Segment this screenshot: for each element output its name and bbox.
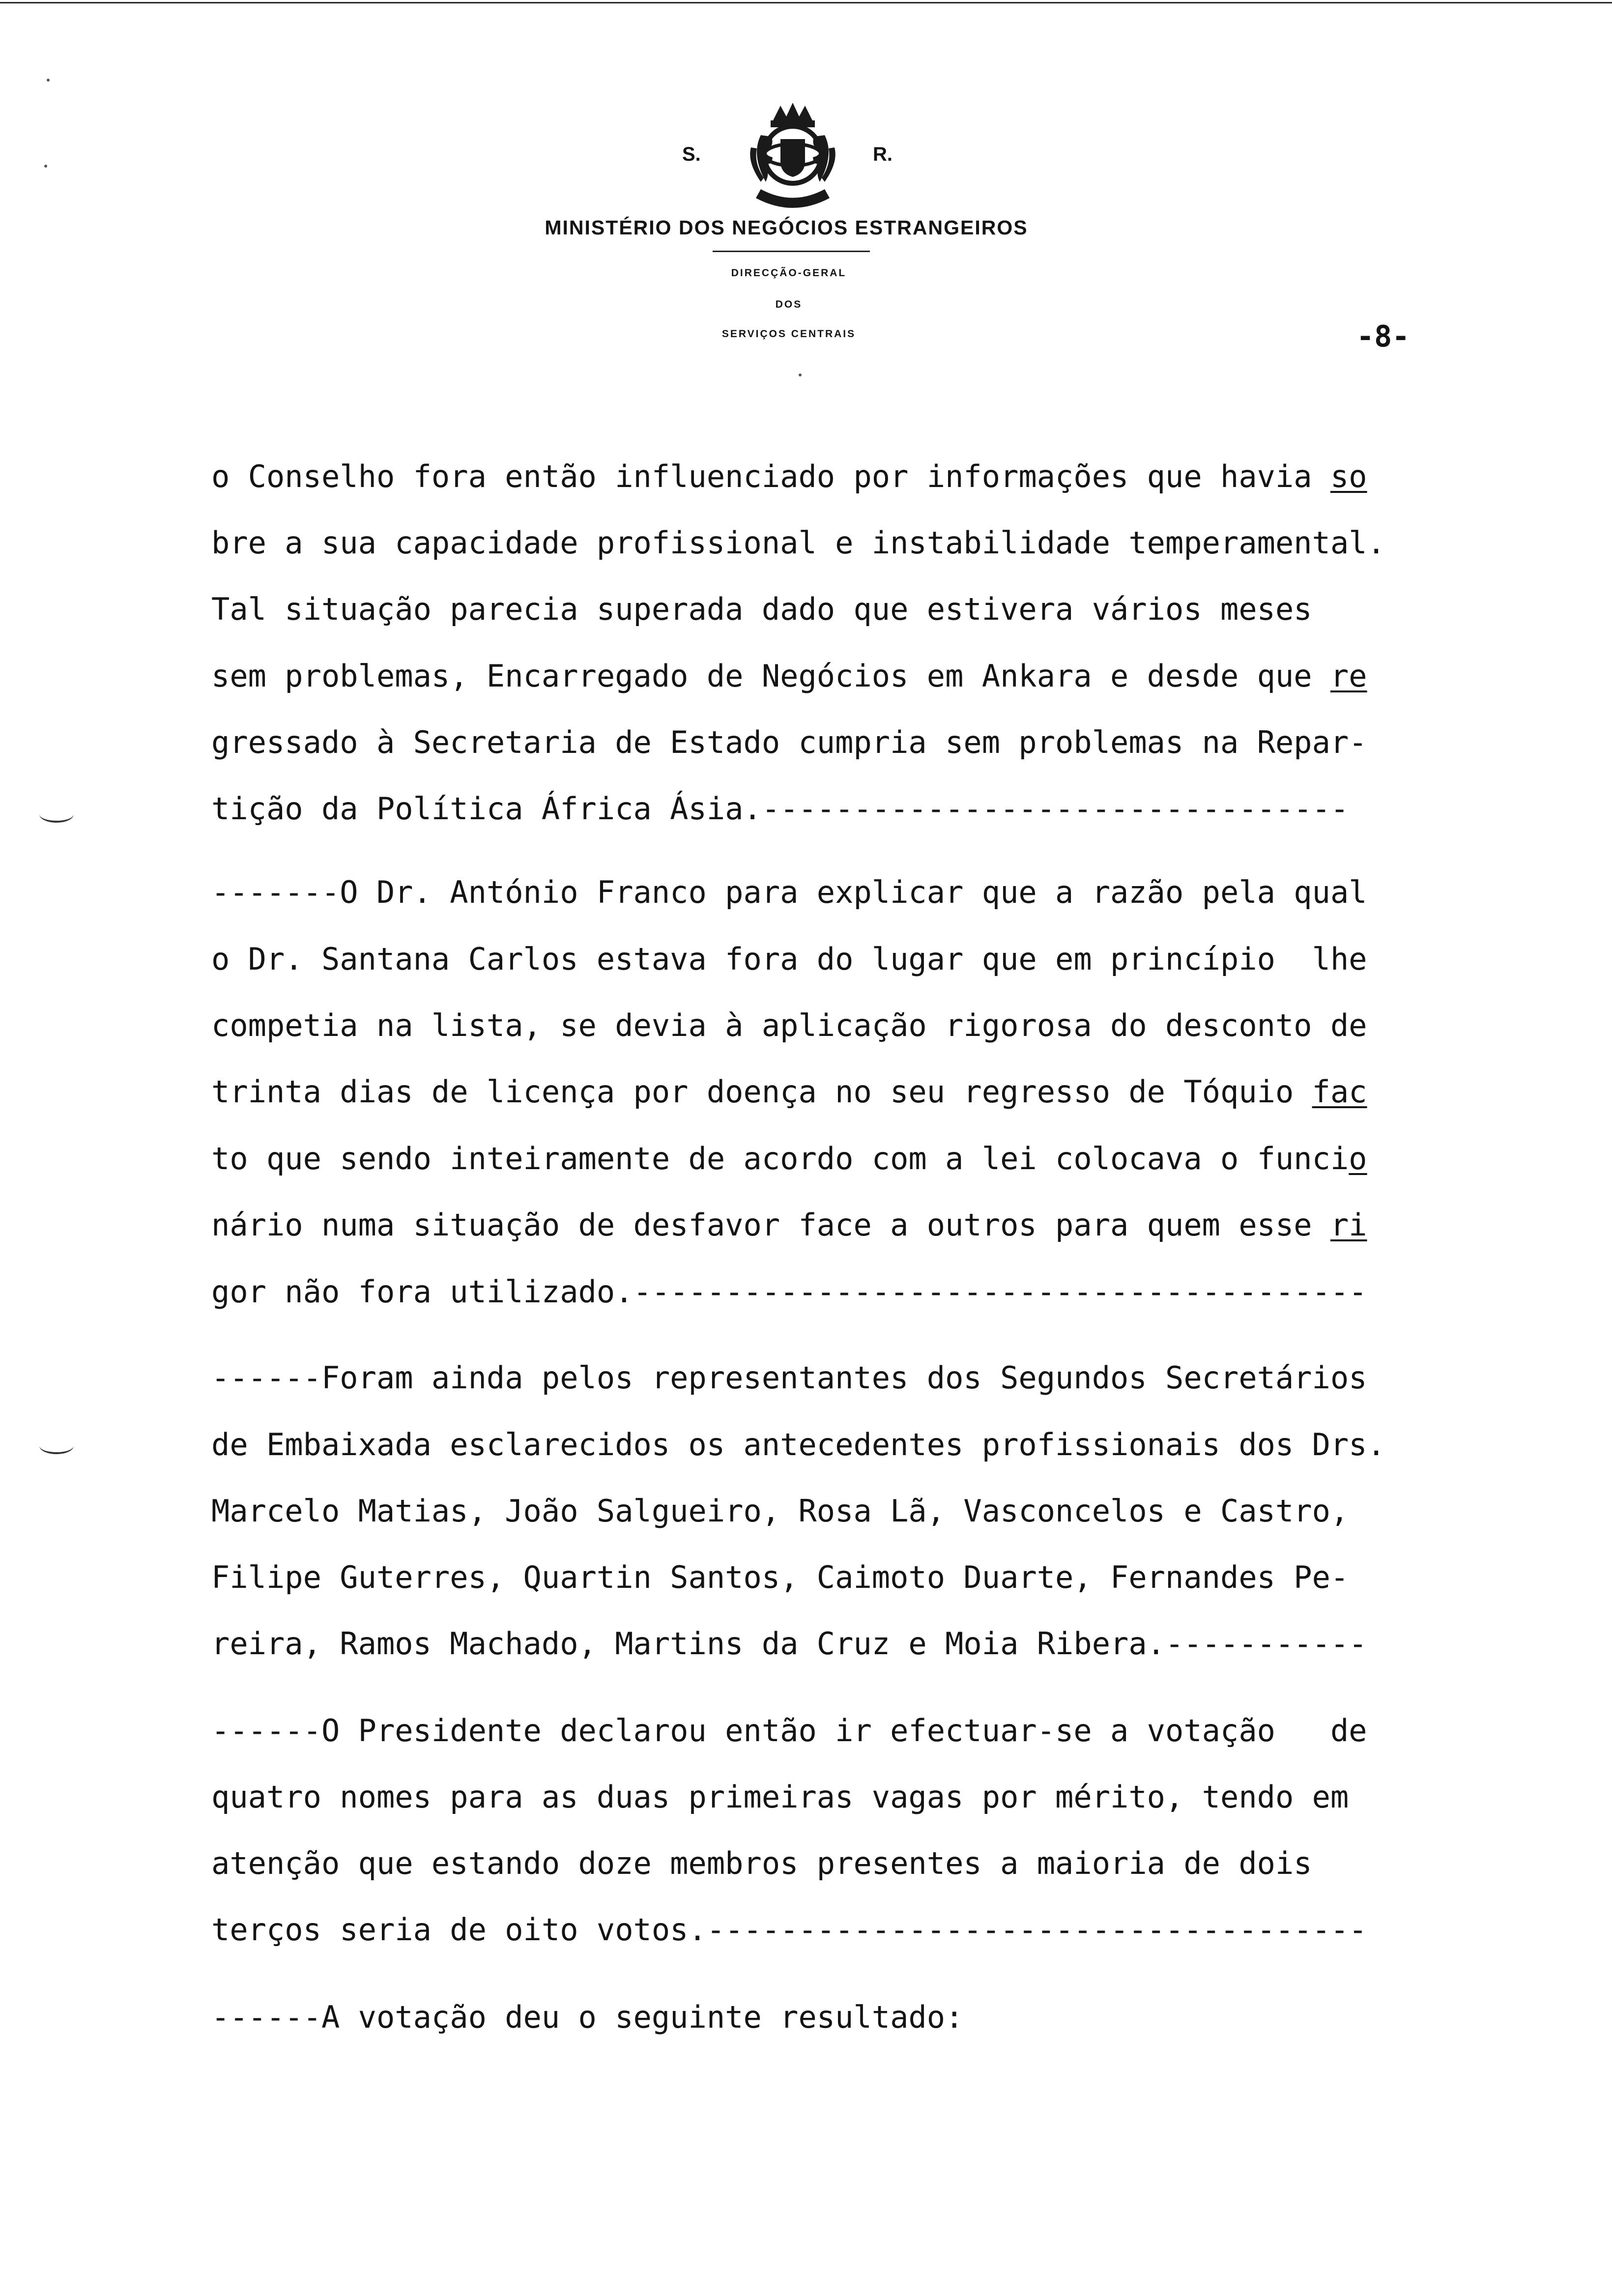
underlined-fragment: re [1330,658,1367,694]
body-line: sem problemas, Encarregado de Negócios em Ankara e desde que re [211,658,1367,694]
underlined-fragment: fac [1312,1074,1367,1110]
body-line: Tal situação parecia superada dado que estivera vários meses [211,591,1312,627]
body-line: Filipe Guterres, Quartin Santos, Caimoto Duarte, Fernandes Pe- [211,1559,1349,1595]
underlined-fragment: o [1349,1141,1367,1177]
letterhead-left-letter: S. [682,144,701,165]
body-line: o Dr. Santana Carlos estava fora do lugar que em princípio lhe [211,941,1367,977]
body-line: de Embaixada esclarecidos os antecedentes profissionais dos Drs. [211,1427,1385,1463]
top-edge-rule [0,2,1612,3]
body-line: terços seria de oito votos.------------------------------------ [211,1912,1367,1948]
body-line: to que sendo inteiramente de acordo com a lei colocava o funcio [211,1141,1367,1177]
body-line: competia na lista, se devia à aplicação rigorosa do desconto de [211,1007,1367,1043]
body-line: quatro nomes para as duas primeiras vagas por mérito, tendo em [211,1779,1349,1815]
department-line-3: SERVIÇOS CENTRAIS [721,328,856,340]
page-number: -8- [1356,319,1410,354]
body-line: Marcelo Matias, João Salgueiro, Rosa Lã, Vasconcelos e Castro, [211,1493,1349,1529]
body-line: ------A votação deu o seguinte resultado: [211,1999,964,2035]
body-line: bre a sua capacidade profissional e instabilidade temperamental. [211,525,1385,561]
letterhead-right-letter: R. [873,144,892,165]
body-line: ------O Presidente declarou então ir efectuar-se a votação de [211,1713,1367,1749]
hole-punch-mark [39,1437,74,1454]
body-line: tição da Política África Ásia.-------------------------------- [211,791,1349,827]
underlined-fragment: ri [1330,1207,1367,1243]
ministry-underline [713,251,870,252]
department-line-2: DOS [775,299,803,310]
department-line-1: DIRECÇÃO-GERAL [731,267,847,279]
scan-speck [44,165,47,168]
body-line: gressado à Secretaria de Estado cumpria sem problemas na Repar- [211,724,1367,760]
body-line: atenção que estando doze membros presentes a maioria de dois [211,1845,1312,1881]
body-line: reira, Ramos Machado, Martins da Cruz e Moia Ribera.----------- [211,1626,1367,1662]
body-line: ------Foram ainda pelos representantes dos Segundos Secretários [211,1360,1367,1396]
underlined-fragment: so [1330,459,1367,494]
ministry-name: MINISTÉRIO DOS NEGÓCIOS ESTRANGEIROS [545,216,1028,239]
hole-punch-mark [39,806,74,823]
body-line: gor não fora utilizado.---------------------------------------- [211,1274,1367,1310]
body-line: o Conselho fora então influenciado por informações que havia so [211,459,1367,494]
body-line: nário numa situação de desfavor face a outros para quem esse ri [211,1207,1367,1243]
scan-speck [47,79,50,82]
scan-speck [799,373,802,376]
coat-of-arms-icon [731,101,854,209]
body-line: -------O Dr. António Franco para explicar que a razão pela qual [211,874,1367,910]
body-line: trinta dias de licença por doença no seu regresso de Tóquio fac [211,1074,1367,1110]
